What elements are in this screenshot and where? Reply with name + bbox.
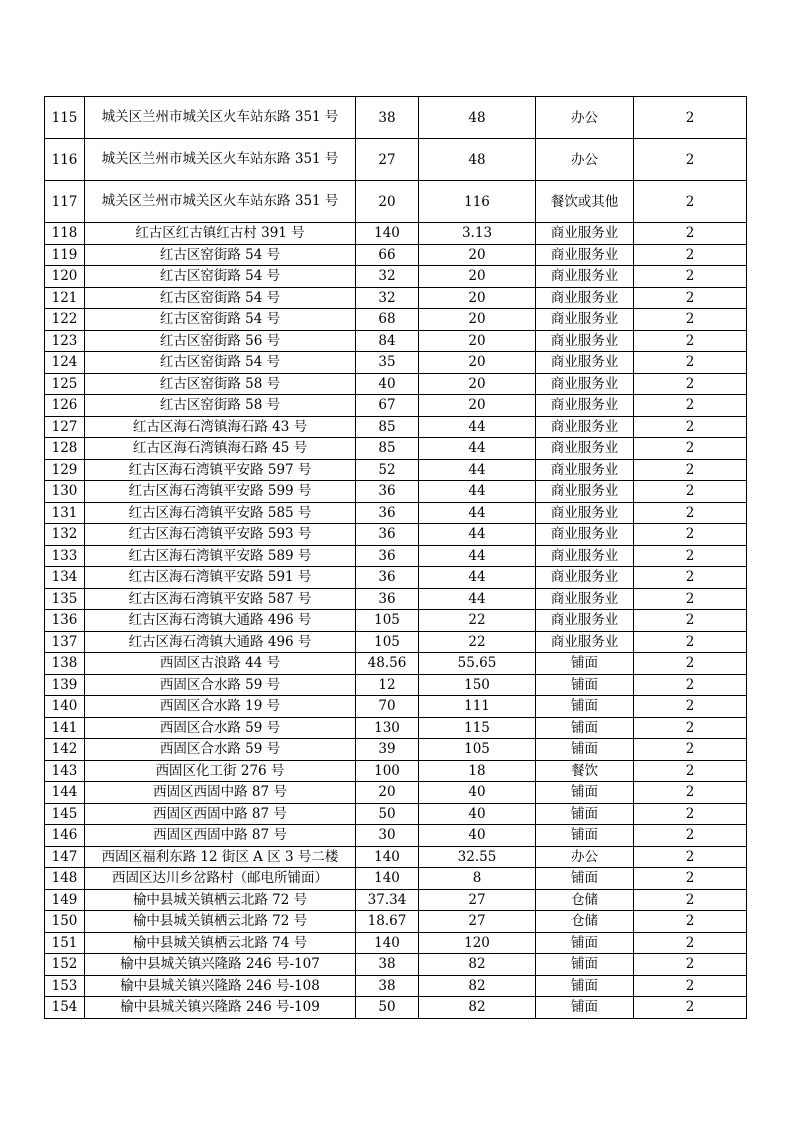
value-cell: 44 — [419, 438, 536, 460]
table-row — [45, 911, 747, 933]
grade-cell: 2 — [634, 954, 747, 976]
address-cell: 红古区海石湾镇平安路 589 号 — [85, 545, 356, 567]
grade-cell: 2 — [634, 653, 747, 675]
row-number: 123 — [45, 330, 85, 352]
grade-cell: 2 — [634, 674, 747, 696]
address-cell: 西固区福利东路 12 街区 A 区 3 号二楼 — [85, 846, 356, 868]
area-cell: 36 — [356, 588, 419, 610]
row-number: 143 — [45, 760, 85, 782]
table-row — [45, 97, 747, 139]
table-row — [45, 545, 747, 567]
value-cell: 44 — [419, 524, 536, 546]
row-number: 121 — [45, 287, 85, 309]
area-cell: 70 — [356, 696, 419, 718]
value-cell: 55.65 — [419, 653, 536, 675]
value-cell: 20 — [419, 266, 536, 288]
address-cell: 红古区红古镇红古村 391 号 — [85, 223, 356, 245]
area-cell: 32 — [356, 287, 419, 309]
table-row — [45, 717, 747, 739]
usage-cell: 商业服务业 — [536, 416, 634, 438]
grade-cell: 2 — [634, 803, 747, 825]
table-row — [45, 244, 747, 266]
usage-cell: 办公 — [536, 139, 634, 181]
table-row — [45, 481, 747, 503]
table-row — [45, 803, 747, 825]
area-cell: 36 — [356, 567, 419, 589]
value-cell: 20 — [419, 395, 536, 417]
address-cell: 红古区海石湾镇海石路 43 号 — [85, 416, 356, 438]
usage-cell: 铺面 — [536, 653, 634, 675]
table-row — [45, 932, 747, 954]
table-row — [45, 760, 747, 782]
row-number: 142 — [45, 739, 85, 761]
value-cell: 82 — [419, 975, 536, 997]
usage-cell: 商业服务业 — [536, 352, 634, 374]
value-cell: 20 — [419, 373, 536, 395]
grade-cell: 2 — [634, 373, 747, 395]
grade-cell: 2 — [634, 395, 747, 417]
usage-cell: 商业服务业 — [536, 481, 634, 503]
value-cell: 3.13 — [419, 223, 536, 245]
usage-cell: 办公 — [536, 97, 634, 139]
value-cell: 27 — [419, 911, 536, 933]
usage-cell: 商业服务业 — [536, 266, 634, 288]
row-number: 151 — [45, 932, 85, 954]
value-cell: 115 — [419, 717, 536, 739]
value-cell: 40 — [419, 803, 536, 825]
area-cell: 140 — [356, 846, 419, 868]
usage-cell: 办公 — [536, 846, 634, 868]
usage-cell: 铺面 — [536, 932, 634, 954]
area-cell: 66 — [356, 244, 419, 266]
grade-cell: 2 — [634, 266, 747, 288]
grade-cell: 2 — [634, 631, 747, 653]
table-row — [45, 825, 747, 847]
value-cell: 44 — [419, 588, 536, 610]
table-row — [45, 975, 747, 997]
usage-cell: 仓储 — [536, 911, 634, 933]
area-cell: 20 — [356, 181, 419, 223]
address-cell: 西固区西固中路 87 号 — [85, 803, 356, 825]
row-number: 120 — [45, 266, 85, 288]
grade-cell: 2 — [634, 760, 747, 782]
grade-cell: 2 — [634, 739, 747, 761]
table-row — [45, 223, 747, 245]
area-cell: 84 — [356, 330, 419, 352]
address-cell: 红古区海石湾镇平安路 591 号 — [85, 567, 356, 589]
area-cell: 36 — [356, 545, 419, 567]
address-cell: 红古区海石湾镇平安路 587 号 — [85, 588, 356, 610]
area-cell: 48.56 — [356, 653, 419, 675]
address-cell: 红古区海石湾镇大通路 496 号 — [85, 631, 356, 653]
value-cell: 120 — [419, 932, 536, 954]
row-number: 145 — [45, 803, 85, 825]
row-number: 129 — [45, 459, 85, 481]
usage-cell: 商业服务业 — [536, 223, 634, 245]
usage-cell: 商业服务业 — [536, 631, 634, 653]
value-cell: 44 — [419, 416, 536, 438]
table-row — [45, 438, 747, 460]
usage-cell: 铺面 — [536, 782, 634, 804]
area-cell: 30 — [356, 825, 419, 847]
grade-cell: 2 — [634, 481, 747, 503]
value-cell: 44 — [419, 545, 536, 567]
value-cell: 8 — [419, 868, 536, 890]
usage-cell: 铺面 — [536, 954, 634, 976]
row-number: 116 — [45, 139, 85, 181]
table-row — [45, 459, 747, 481]
area-cell: 18.67 — [356, 911, 419, 933]
table-row — [45, 846, 747, 868]
table-row — [45, 502, 747, 524]
value-cell: 44 — [419, 502, 536, 524]
table-row — [45, 889, 747, 911]
row-number: 152 — [45, 954, 85, 976]
table-row — [45, 674, 747, 696]
row-number: 127 — [45, 416, 85, 438]
grade-cell: 2 — [634, 244, 747, 266]
row-number: 139 — [45, 674, 85, 696]
usage-cell: 商业服务业 — [536, 567, 634, 589]
row-number: 138 — [45, 653, 85, 675]
address-cell: 红古区海石湾镇平安路 597 号 — [85, 459, 356, 481]
value-cell: 27 — [419, 889, 536, 911]
row-number: 150 — [45, 911, 85, 933]
row-number: 154 — [45, 997, 85, 1019]
usage-cell: 铺面 — [536, 696, 634, 718]
grade-cell: 2 — [634, 868, 747, 890]
grade-cell: 2 — [634, 588, 747, 610]
value-cell: 116 — [419, 181, 536, 223]
area-cell: 85 — [356, 416, 419, 438]
area-cell: 40 — [356, 373, 419, 395]
table-row — [45, 181, 747, 223]
grade-cell: 2 — [634, 825, 747, 847]
address-cell: 西固区合水路 59 号 — [85, 674, 356, 696]
usage-cell: 铺面 — [536, 825, 634, 847]
area-cell: 36 — [356, 524, 419, 546]
table-row — [45, 395, 747, 417]
address-cell: 城关区兰州市城关区火车站东路 351 号 — [85, 181, 356, 223]
grade-cell: 2 — [634, 438, 747, 460]
usage-cell: 商业服务业 — [536, 588, 634, 610]
address-cell: 红古区窑街路 54 号 — [85, 352, 356, 374]
value-cell: 20 — [419, 352, 536, 374]
row-number: 124 — [45, 352, 85, 374]
table-row — [45, 287, 747, 309]
area-cell: 35 — [356, 352, 419, 374]
address-cell: 榆中县城关镇兴隆路 246 号-109 — [85, 997, 356, 1019]
area-cell: 52 — [356, 459, 419, 481]
row-number: 115 — [45, 97, 85, 139]
grade-cell: 2 — [634, 223, 747, 245]
grade-cell: 2 — [634, 997, 747, 1019]
grade-cell: 2 — [634, 459, 747, 481]
address-cell: 红古区海石湾镇平安路 599 号 — [85, 481, 356, 503]
table-row — [45, 524, 747, 546]
table-row — [45, 567, 747, 589]
area-cell: 37.34 — [356, 889, 419, 911]
value-cell: 82 — [419, 997, 536, 1019]
grade-cell: 2 — [634, 975, 747, 997]
usage-cell: 铺面 — [536, 997, 634, 1019]
address-cell: 城关区兰州市城关区火车站东路 351 号 — [85, 97, 356, 139]
row-number: 147 — [45, 846, 85, 868]
table-row — [45, 997, 747, 1019]
address-cell: 红古区窑街路 54 号 — [85, 309, 356, 331]
table-row — [45, 330, 747, 352]
table-row — [45, 954, 747, 976]
grade-cell: 2 — [634, 567, 747, 589]
area-cell: 105 — [356, 631, 419, 653]
usage-cell: 铺面 — [536, 975, 634, 997]
area-cell: 38 — [356, 97, 419, 139]
address-cell: 榆中县城关镇栖云北路 72 号 — [85, 889, 356, 911]
grade-cell: 2 — [634, 139, 747, 181]
table-row — [45, 309, 747, 331]
address-cell: 红古区窑街路 58 号 — [85, 373, 356, 395]
address-cell: 榆中县城关镇栖云北路 74 号 — [85, 932, 356, 954]
address-cell: 红古区窑街路 54 号 — [85, 287, 356, 309]
table-row — [45, 416, 747, 438]
value-cell: 40 — [419, 782, 536, 804]
row-number: 153 — [45, 975, 85, 997]
row-number: 149 — [45, 889, 85, 911]
row-number: 136 — [45, 610, 85, 632]
address-cell: 西固区合水路 19 号 — [85, 696, 356, 718]
area-cell: 38 — [356, 975, 419, 997]
grade-cell: 2 — [634, 287, 747, 309]
area-cell: 105 — [356, 610, 419, 632]
usage-cell: 商业服务业 — [536, 459, 634, 481]
value-cell: 44 — [419, 567, 536, 589]
row-number: 131 — [45, 502, 85, 524]
area-cell: 36 — [356, 502, 419, 524]
usage-cell: 铺面 — [536, 717, 634, 739]
value-cell: 48 — [419, 97, 536, 139]
address-cell: 红古区海石湾镇平安路 593 号 — [85, 524, 356, 546]
grade-cell: 2 — [634, 181, 747, 223]
row-number: 134 — [45, 567, 85, 589]
table-row — [45, 739, 747, 761]
property-table — [44, 96, 747, 1019]
grade-cell: 2 — [634, 416, 747, 438]
usage-cell: 商业服务业 — [536, 524, 634, 546]
grade-cell: 2 — [634, 330, 747, 352]
value-cell: 44 — [419, 481, 536, 503]
value-cell: 44 — [419, 459, 536, 481]
area-cell: 27 — [356, 139, 419, 181]
table-row — [45, 588, 747, 610]
area-cell: 67 — [356, 395, 419, 417]
value-cell: 32.55 — [419, 846, 536, 868]
address-cell: 红古区窑街路 58 号 — [85, 395, 356, 417]
value-cell: 48 — [419, 139, 536, 181]
address-cell: 红古区窑街路 56 号 — [85, 330, 356, 352]
area-cell: 12 — [356, 674, 419, 696]
usage-cell: 餐饮 — [536, 760, 634, 782]
table-row — [45, 610, 747, 632]
address-cell: 榆中县城关镇兴隆路 246 号-107 — [85, 954, 356, 976]
value-cell: 18 — [419, 760, 536, 782]
address-cell: 西固区古浪路 44 号 — [85, 653, 356, 675]
value-cell: 20 — [419, 309, 536, 331]
address-cell: 红古区窑街路 54 号 — [85, 266, 356, 288]
area-cell: 32 — [356, 266, 419, 288]
area-cell: 68 — [356, 309, 419, 331]
table-row — [45, 868, 747, 890]
table-row — [45, 352, 747, 374]
usage-cell: 商业服务业 — [536, 610, 634, 632]
value-cell: 20 — [419, 244, 536, 266]
usage-cell: 铺面 — [536, 868, 634, 890]
table-row — [45, 373, 747, 395]
table-row — [45, 782, 747, 804]
address-cell: 西固区合水路 59 号 — [85, 717, 356, 739]
row-number: 118 — [45, 223, 85, 245]
usage-cell: 商业服务业 — [536, 438, 634, 460]
area-cell: 50 — [356, 997, 419, 1019]
area-cell: 85 — [356, 438, 419, 460]
address-cell: 榆中县城关镇兴隆路 246 号-108 — [85, 975, 356, 997]
area-cell: 130 — [356, 717, 419, 739]
row-number: 140 — [45, 696, 85, 718]
usage-cell: 铺面 — [536, 674, 634, 696]
table-row — [45, 139, 747, 181]
area-cell: 140 — [356, 932, 419, 954]
row-number: 148 — [45, 868, 85, 890]
grade-cell: 2 — [634, 696, 747, 718]
table-row — [45, 266, 747, 288]
usage-cell: 商业服务业 — [536, 330, 634, 352]
usage-cell: 商业服务业 — [536, 502, 634, 524]
area-cell: 140 — [356, 223, 419, 245]
address-cell: 红古区海石湾镇海石路 45 号 — [85, 438, 356, 460]
table-row — [45, 631, 747, 653]
table-body — [45, 97, 747, 1019]
value-cell: 40 — [419, 825, 536, 847]
address-cell: 榆中县城关镇栖云北路 72 号 — [85, 911, 356, 933]
area-cell: 38 — [356, 954, 419, 976]
usage-cell: 餐饮或其他 — [536, 181, 634, 223]
grade-cell: 2 — [634, 97, 747, 139]
table-row — [45, 653, 747, 675]
address-cell: 西固区西固中路 87 号 — [85, 825, 356, 847]
area-cell: 140 — [356, 868, 419, 890]
value-cell: 111 — [419, 696, 536, 718]
row-number: 130 — [45, 481, 85, 503]
grade-cell: 2 — [634, 932, 747, 954]
address-cell: 西固区达川乡岔路村（邮电所铺面） — [85, 868, 356, 890]
grade-cell: 2 — [634, 782, 747, 804]
address-cell: 西固区合水路 59 号 — [85, 739, 356, 761]
usage-cell: 商业服务业 — [536, 373, 634, 395]
area-cell: 36 — [356, 481, 419, 503]
grade-cell: 2 — [634, 846, 747, 868]
grade-cell: 2 — [634, 352, 747, 374]
value-cell: 150 — [419, 674, 536, 696]
grade-cell: 2 — [634, 545, 747, 567]
address-cell: 红古区窑街路 54 号 — [85, 244, 356, 266]
row-number: 137 — [45, 631, 85, 653]
row-number: 141 — [45, 717, 85, 739]
row-number: 132 — [45, 524, 85, 546]
row-number: 135 — [45, 588, 85, 610]
address-cell: 城关区兰州市城关区火车站东路 351 号 — [85, 139, 356, 181]
grade-cell: 2 — [634, 309, 747, 331]
row-number: 128 — [45, 438, 85, 460]
address-cell: 红古区海石湾镇平安路 585 号 — [85, 502, 356, 524]
usage-cell: 铺面 — [536, 739, 634, 761]
area-cell: 39 — [356, 739, 419, 761]
row-number: 125 — [45, 373, 85, 395]
area-cell: 20 — [356, 782, 419, 804]
usage-cell: 商业服务业 — [536, 395, 634, 417]
row-number: 133 — [45, 545, 85, 567]
area-cell: 100 — [356, 760, 419, 782]
usage-cell: 商业服务业 — [536, 287, 634, 309]
row-number: 146 — [45, 825, 85, 847]
address-cell: 西固区化工街 276 号 — [85, 760, 356, 782]
grade-cell: 2 — [634, 524, 747, 546]
area-cell: 50 — [356, 803, 419, 825]
row-number: 126 — [45, 395, 85, 417]
value-cell: 22 — [419, 610, 536, 632]
row-number: 119 — [45, 244, 85, 266]
grade-cell: 2 — [634, 502, 747, 524]
row-number: 117 — [45, 181, 85, 223]
value-cell: 82 — [419, 954, 536, 976]
grade-cell: 2 — [634, 911, 747, 933]
usage-cell: 商业服务业 — [536, 244, 634, 266]
value-cell: 20 — [419, 330, 536, 352]
value-cell: 105 — [419, 739, 536, 761]
grade-cell: 2 — [634, 610, 747, 632]
grade-cell: 2 — [634, 717, 747, 739]
grade-cell: 2 — [634, 889, 747, 911]
usage-cell: 仓储 — [536, 889, 634, 911]
address-cell: 西固区西固中路 87 号 — [85, 782, 356, 804]
value-cell: 20 — [419, 287, 536, 309]
usage-cell: 商业服务业 — [536, 545, 634, 567]
usage-cell: 铺面 — [536, 803, 634, 825]
address-cell: 红古区海石湾镇大通路 496 号 — [85, 610, 356, 632]
row-number: 144 — [45, 782, 85, 804]
value-cell: 22 — [419, 631, 536, 653]
usage-cell: 商业服务业 — [536, 309, 634, 331]
table-row — [45, 696, 747, 718]
row-number: 122 — [45, 309, 85, 331]
